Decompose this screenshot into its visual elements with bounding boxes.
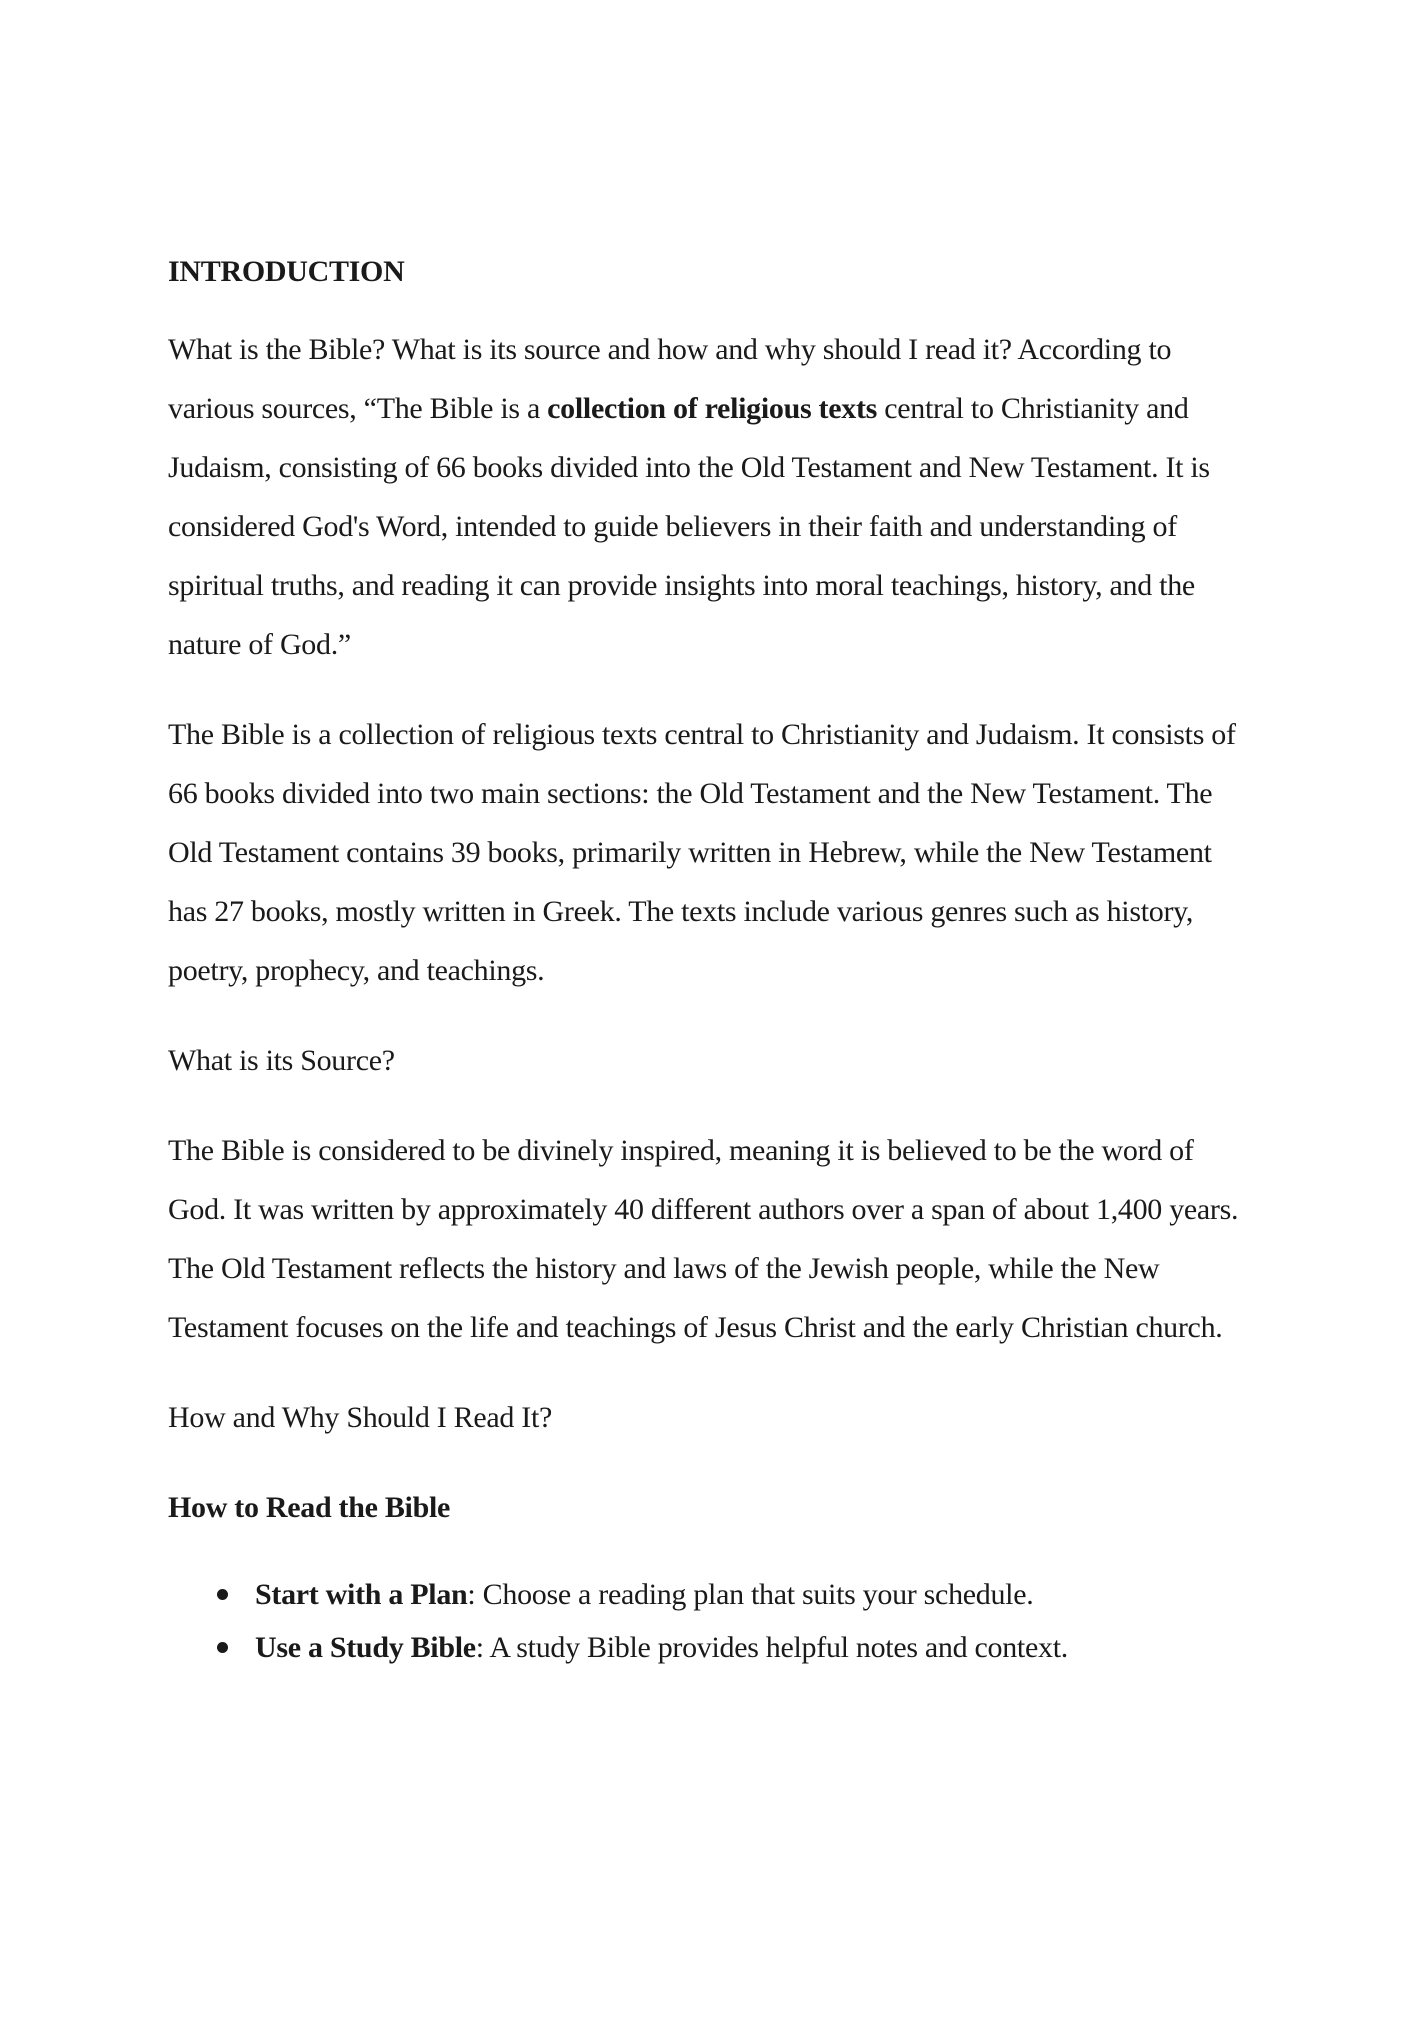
list-item-separator: : — [467, 1578, 483, 1611]
paragraph-source: The Bible is considered to be divinely inspired, meaning it is believed to be the word of God. It was written by approximately 40 different authors over a span of about 1,400 years. The Old Testament reflects the history and laws of the Jewish people, while the New Testament focuses on the life and teachings of Jesus Christ and the early Christian church. — [168, 1134, 1239, 1344]
subheading-what-is-its-source: What is its Source? — [168, 1044, 395, 1077]
list-item-start-with-a-plan — [255, 1568, 1248, 1621]
paragraph-intro-quote-lead: What is the Bible? What is its source and how and why should I read it? According to various sources, “The Bible is a — [168, 333, 1172, 425]
reading-tips-list — [168, 1568, 1248, 1674]
list-item-use-a-study-bible — [255, 1621, 1248, 1674]
bold-phrase-collection: collection of religious texts — [547, 392, 878, 425]
section-heading-introduction: INTRODUCTION — [168, 255, 405, 288]
paragraph-bible-overview: The Bible is a collection of religious texts central to Christianity and Judaism. It consists of 66 books divided into two main sections: the Old Testament and the New Testament. The Old Testament contains 39 books, primarily written in Hebrew, while the New Testament has 27 books, mostly written in Greek. The texts include various genres such as history, poetry, prophecy, and teachings. — [168, 718, 1236, 987]
document-content — [168, 242, 1248, 1674]
bullet-icon — [217, 1589, 228, 1600]
bullet-icon — [217, 1642, 228, 1653]
list-item-label: Start with a Plan — [255, 1578, 468, 1611]
subheading-how-to-read-the-bible: How to Read the Bible — [168, 1491, 451, 1524]
paragraph-intro-quote — [168, 320, 1248, 674]
list-item-text: A study Bible provides helpful notes and context. — [489, 1631, 1068, 1664]
list-item-text: Choose a reading plan that suits your schedule. — [482, 1578, 1034, 1611]
paragraph-intro-quote-rest: central to Christianity and Judaism, consisting of 66 books divided into the Old Testament and New Testament. It is considered God's Word, intended to guide believers in their faith and understanding of spiritual truths, and reading it can provide insights into moral teachings, history, and the nature of God.” — [168, 392, 1210, 661]
list-item-separator: : — [475, 1631, 490, 1664]
list-item-label: Use a Study Bible — [255, 1631, 476, 1664]
subheading-how-and-why-read: How and Why Should I Read It? — [168, 1401, 553, 1434]
